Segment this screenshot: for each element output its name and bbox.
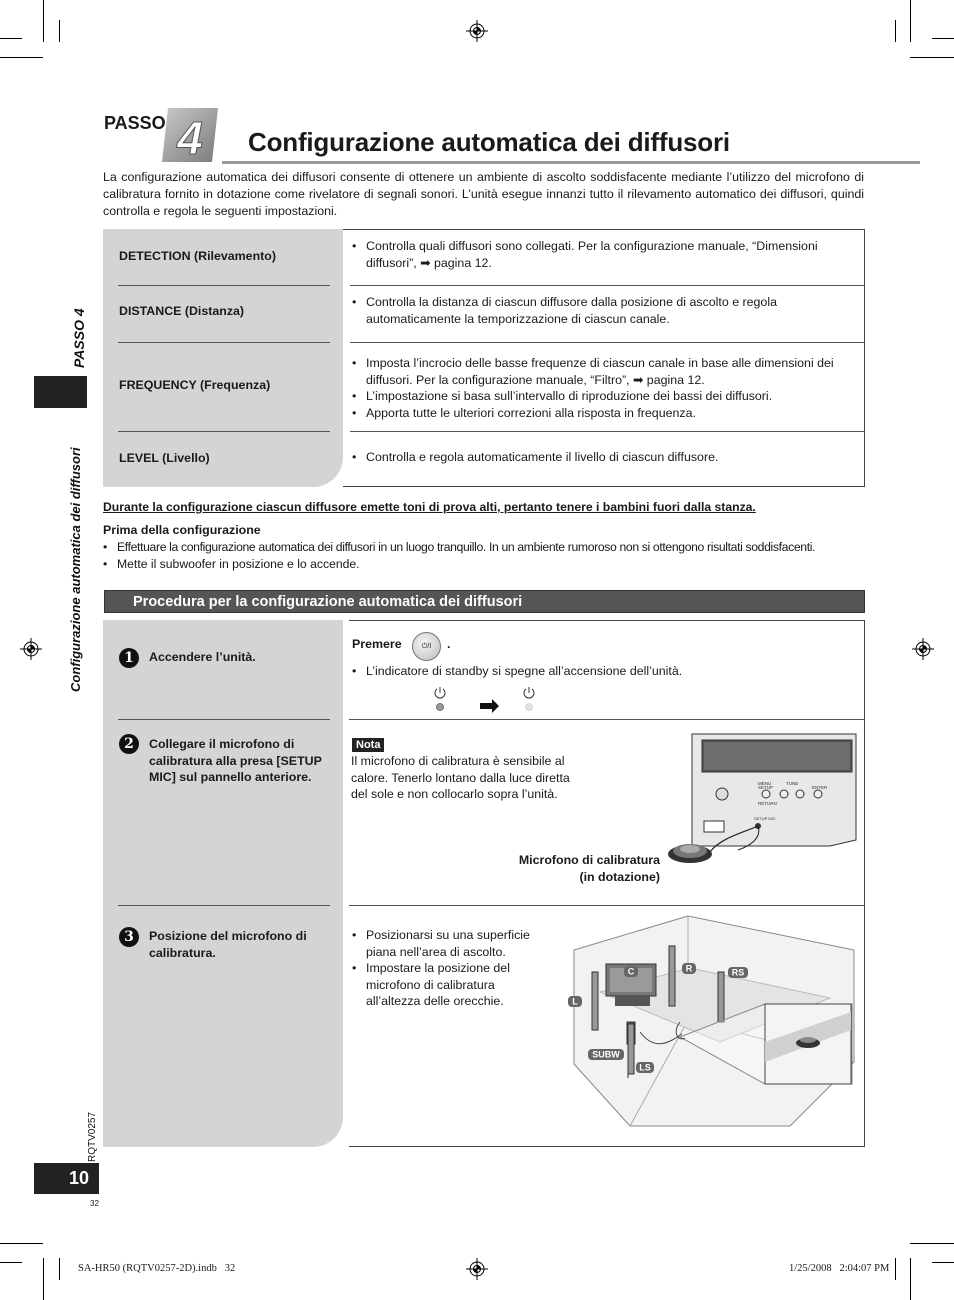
mic-caption-line-2: (in dotazione): [579, 869, 660, 884]
step-text-3: Posizione del microfono di calibratura.: [149, 929, 307, 960]
sidebar-section-text: Configurazione automatica dei diffusori: [68, 447, 83, 692]
note-text: Il microfono di calibratura è sensibile al calore. Tenerlo lontano dalla luce diretta del sole e non collocarlo sopra l’unità.: [351, 754, 570, 801]
step-number-3: 3: [119, 927, 139, 947]
sidebar-tab-marker: [34, 376, 87, 408]
list-item: • Impostare la posizione del microfono di calibratura all’altezza delle orecchie.: [352, 960, 542, 1010]
row-divider: [118, 905, 330, 906]
row-divider: [349, 905, 864, 906]
list-item: • Controlla quali diffusori sono collegati. Per la configurazione manuale, “Dimensioni diffusori”, ➡ pagina 12.: [352, 238, 860, 271]
premere-period: .: [447, 637, 451, 651]
crop-mark: [43, 0, 44, 42]
setting-label-distance: DISTANCE (Distanza): [119, 304, 245, 318]
room-speaker-layout-illustration: [560, 912, 858, 1142]
step-text-1: Accendere l’unità.: [149, 650, 256, 664]
settings-label-column: [103, 229, 343, 487]
page-number: 10: [34, 1163, 99, 1194]
steps-column: [103, 620, 343, 1147]
step1-bullets: [352, 663, 852, 680]
crop-mark: [895, 20, 896, 42]
page-title: Configurazione automatica dei diffusori: [248, 127, 730, 157]
standby-indicator-diagram: [430, 686, 540, 714]
registration-mark-icon: [466, 1258, 488, 1280]
row-divider: [118, 285, 330, 286]
list-item: • L’indicatore di standby si spegne all’accensione dell’unità.: [352, 663, 852, 680]
row-divider: [350, 342, 864, 343]
prima-title: Prima della configurazione: [103, 523, 261, 537]
crop-mark: [895, 1258, 896, 1280]
registration-mark-icon: [466, 20, 488, 42]
registration-mark-icon: [912, 638, 934, 660]
section-heading: Procedura per la configurazione automatica dei diffusori: [104, 590, 865, 613]
crop-mark: [910, 0, 911, 42]
crop-mark: [59, 1258, 60, 1280]
list-item: • Imposta l’incrocio delle basse frequenze di ciascun canale in base alle dimensioni dei diffusori. Per la configurazione manuale, “Filtro”, ➡ pagina 12.: [352, 355, 860, 388]
list-item: • Posizionarsi su una superficie piana nell’area di ascolto.: [352, 927, 542, 960]
list-item: • Mette il subwoofer in posizione e lo accende.: [103, 556, 883, 573]
mic-caption-line-1: Microfono di calibratura: [518, 853, 660, 867]
footer-timestamp: 1/25/2008 2:04:07 PM: [789, 1263, 890, 1274]
row-divider: [118, 342, 330, 343]
step-number-2: 2: [119, 734, 139, 754]
row-divider: [350, 285, 864, 286]
step-text-2: Collegare il microfono di calibratura alla presa [SETUP MIC] sul pannello anteriore.: [149, 737, 322, 784]
document-code: [83, 1104, 99, 1162]
footer-file-name: SA-HR50 (RQTV0257-2D).indb 32: [78, 1263, 236, 1274]
front-panel-illustration: [650, 728, 860, 896]
crop-mark: [0, 38, 22, 39]
row-divider: [349, 719, 864, 720]
setting-desc-frequency: [352, 355, 860, 421]
list-item: • Effettuare la configurazione automatica dei diffusori in un luogo tranquillo. In un ambiente rumoroso non si ottengono risultati soddisfacenti.: [103, 539, 883, 556]
crop-mark: [43, 1258, 44, 1300]
setting-label-frequency: FREQUENCY (Frequenza): [119, 378, 271, 392]
setting-desc-detection: [352, 238, 860, 271]
intro-paragraph: La configurazione automatica dei diffusori consente di ottenere un ambiente di ascolto soddisfacente mediante l’utilizzo del microfono di calibratura fornito in dotazione come rivelatore di segnali sonori. L’unità esegue innanzi tutto il rilevamento automatico dei diffusori, quindi controlla e regola le seguenti impostazioni.: [103, 170, 864, 218]
list-item: • L’impostazione si basa sull’intervallo di riproduzione dei bassi dei diffusori.: [352, 388, 860, 405]
step-number: 4: [177, 112, 203, 164]
registration-mark-icon: [20, 638, 42, 660]
speaker-label-ls: LS: [639, 1062, 651, 1073]
warning-text: Durante la configurazione ciascun diffusore emette toni di prova alti, pertanto tenere i bambini fuori dalla stanza.: [103, 500, 756, 514]
step-number-badge: [160, 104, 222, 166]
note-badge: Nota: [352, 738, 384, 752]
row-divider: [350, 431, 864, 432]
sidebar-step-text: PASSO 4: [71, 308, 87, 368]
list-item: • Controlla e regola automaticamente il livello di ciascun diffusore.: [352, 449, 860, 466]
power-button-icon: ⏻/I: [412, 632, 441, 661]
crop-mark: [0, 1243, 43, 1244]
row-divider: [118, 719, 330, 720]
panel-label-tune: TUNE: [786, 781, 799, 786]
setting-label-level: LEVEL (Livello): [119, 451, 210, 465]
premere-label: Premere: [352, 637, 402, 651]
list-item: • Controlla la distanza di ciascun diffusore dalla posizione di ascolto e regola automaticamente la temporizzazione di ciascun canale.: [352, 294, 860, 327]
crop-mark: [0, 1262, 22, 1263]
crop-mark: [59, 20, 60, 42]
sheet-number: 32: [90, 1199, 99, 1208]
setting-desc-distance: [352, 294, 860, 327]
step-number-1: 1: [119, 648, 139, 668]
crop-mark: [0, 57, 43, 58]
speaker-label-rs: RS: [731, 967, 745, 978]
panel-label-enter: ENTER: [812, 785, 828, 790]
panel-label-setup: SETUP: [758, 785, 774, 790]
step3-bullets: [352, 927, 542, 1010]
speaker-label-r: R: [685, 963, 693, 974]
panel-label-return: RETURN: [758, 801, 777, 806]
step-label: PASSO: [104, 113, 166, 133]
speaker-label-c: C: [627, 966, 635, 977]
crop-mark: [910, 1258, 911, 1300]
document-code-text: RQTV0257: [87, 1111, 98, 1162]
crop-mark: [932, 38, 954, 39]
mic-caption: [500, 852, 660, 885]
panel-label-setup-mic: SETUP MIC: [754, 816, 776, 821]
prima-list: [103, 539, 883, 573]
speaker-label-subw: SUBW: [592, 1049, 620, 1060]
crop-mark: [932, 1262, 954, 1263]
list-item: • Apporta tutte le ulteriori correzioni alla risposta in frequenza.: [352, 405, 860, 422]
sidebar-section-label: [62, 416, 86, 692]
panel-label-menu: MENU: [758, 781, 772, 786]
title-rule: [222, 161, 920, 164]
crop-mark: [910, 57, 954, 58]
sidebar-step-label: [66, 304, 90, 368]
setting-label-detection: DETECTION (Rilevamento): [119, 249, 276, 263]
row-divider: [118, 431, 330, 432]
setting-desc-level: [352, 449, 860, 466]
speaker-label-l: L: [572, 996, 578, 1007]
crop-mark: [910, 1243, 954, 1244]
